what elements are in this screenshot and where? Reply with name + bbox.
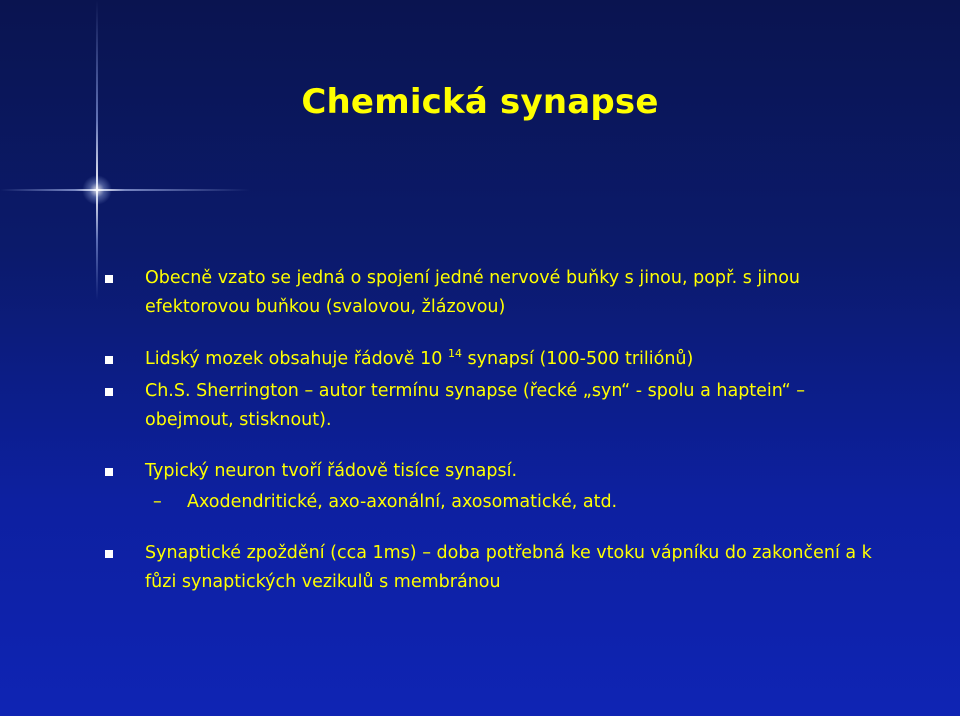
sparkle-icon — [96, 0, 98, 300]
square-bullet-icon — [105, 275, 113, 283]
sub-bullet-synapse-types — [104, 488, 894, 517]
bullet-text: Ch.S. Sherrington – autor termínu synapse (řecké „syn“ - spolu a haptein“ – obejmout, stisknout). — [145, 381, 805, 430]
bullet-text: Lidský mozek obsahuje řádově 10 — [145, 349, 448, 369]
bullet-text: Obecně vzato se jedná o spojení jedné nervové buňky s jinou, popř. s jinou efektorovou buňkou (svalovou, žlázovou) — [145, 268, 801, 317]
sparkle-glow — [82, 175, 112, 205]
sparkle-horizontal-ray — [0, 189, 250, 191]
slide-content — [104, 264, 894, 597]
bullet-item-typical-neuron — [104, 457, 894, 486]
exponent: 14 — [447, 347, 462, 360]
sub-bullet-text: Axodendritické, axo-axonální, axosomatické, atd. — [187, 492, 618, 512]
bullet-text: Typický neuron tvoří řádově tisíce synapsí. — [145, 461, 518, 481]
bullet-item-sherrington — [104, 377, 894, 435]
dash-bullet: – — [153, 492, 162, 512]
bullet-item-synaptic-delay — [104, 539, 894, 597]
slide-title: Chemická synapse — [301, 82, 659, 122]
square-bullet-icon — [105, 468, 113, 476]
square-bullet-icon — [105, 550, 113, 558]
bullet-text-continued: synapsí (100-500 triliónů) — [461, 349, 694, 369]
square-bullet-icon — [105, 388, 113, 396]
square-bullet-icon — [105, 356, 113, 364]
bullet-text: Synaptické zpoždění (cca 1ms) – doba potřebná ke vtoku vápníku do zakončení a k fůzi synaptických vezikulů s membránou — [145, 543, 872, 592]
bullet-item-brain-synapses — [104, 345, 894, 374]
bullet-item-general — [104, 264, 894, 322]
